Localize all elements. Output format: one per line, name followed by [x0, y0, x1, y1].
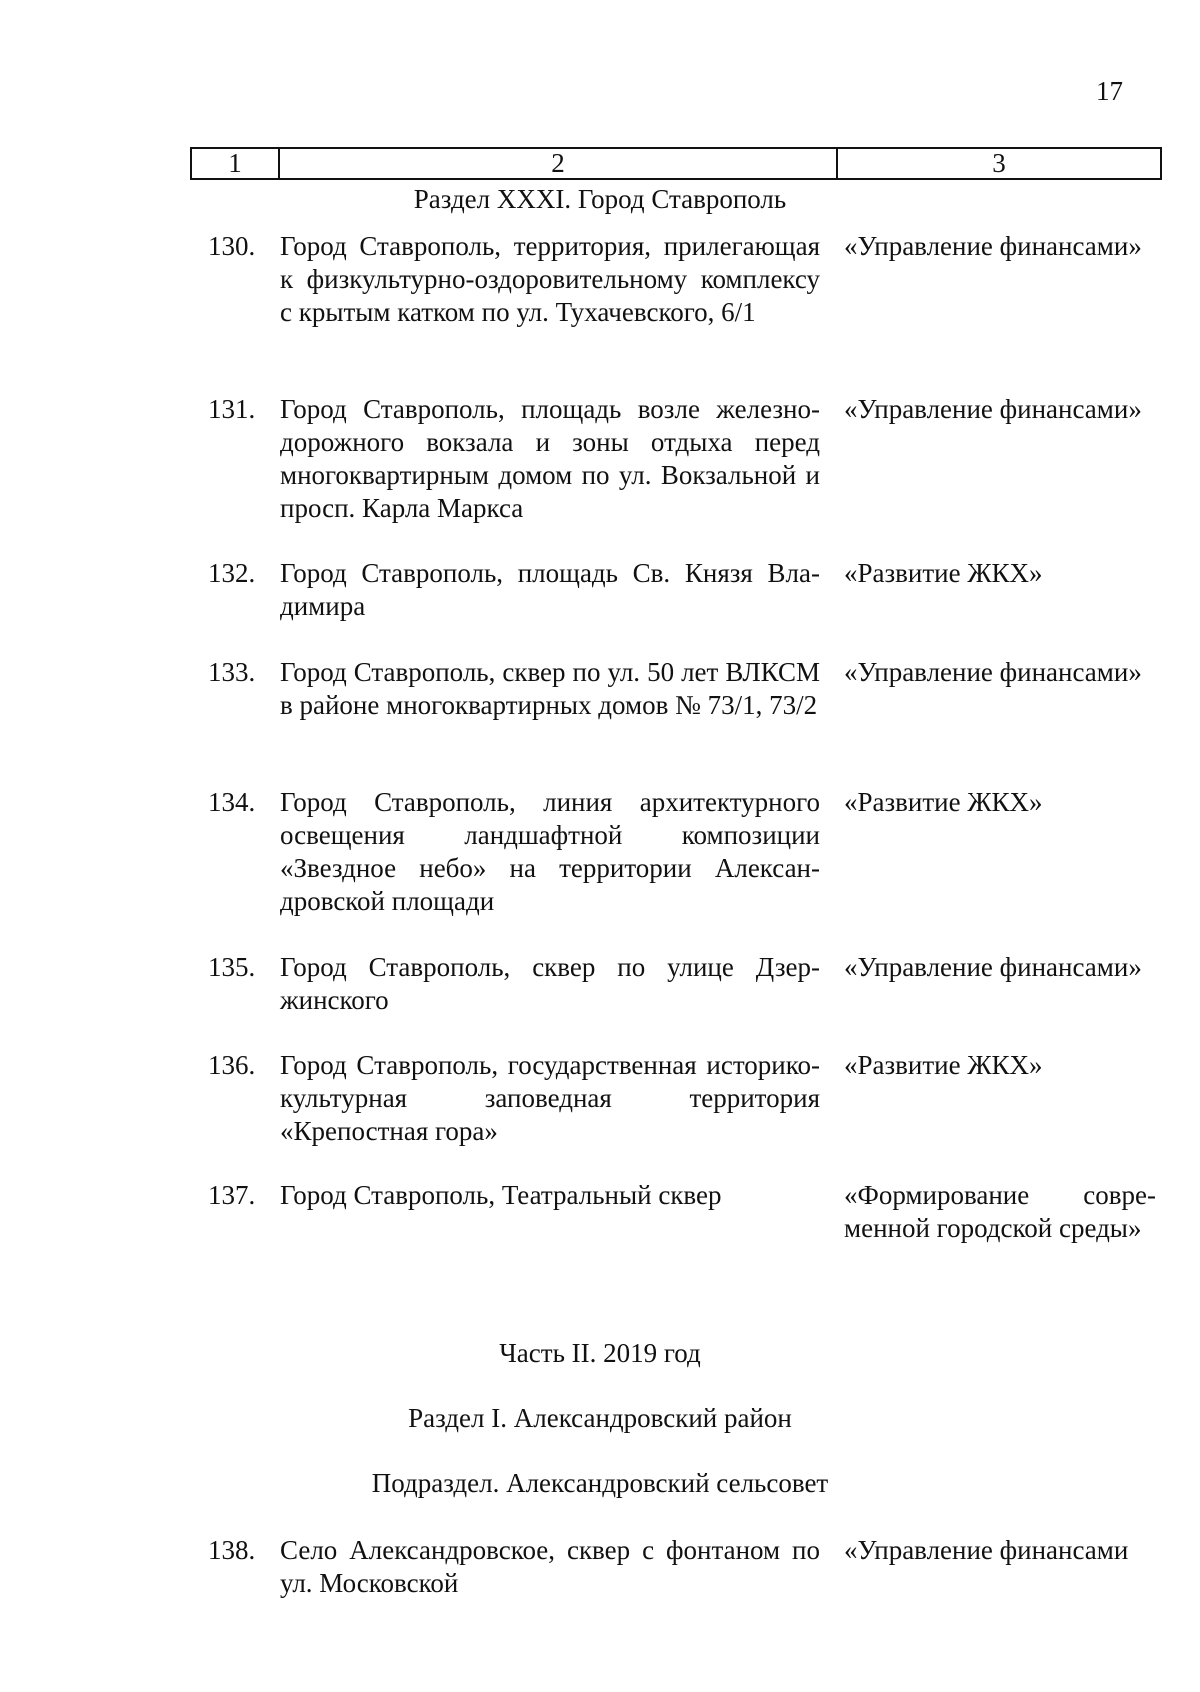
entry-description: Город Ставрополь, линия архитектурного освещения ландшафтной композиции «Звездное небо» на территории Александровской площади [280, 787, 820, 916]
entry-program: «Управление финансами [844, 1535, 1129, 1565]
entry-number: 136. [208, 1050, 256, 1080]
entry-program: «Управление финансами» [844, 231, 1142, 261]
entry-number: 131. [208, 394, 256, 424]
entry-number: 135. [208, 952, 256, 982]
entry-description: Город Ставрополь, сквер по улице Дзержинского [280, 952, 820, 1015]
entry-description: Город Ставрополь, площадь Св. Князя Владимира [280, 558, 820, 621]
section-title: Раздел I. Александровский район [408, 1403, 792, 1433]
table-header-col3: 3 [992, 148, 1006, 178]
entry-program: «Управление финансами» [844, 394, 1142, 424]
part-title: Часть II. 2019 год [499, 1338, 701, 1368]
entry-number: 138. [208, 1535, 256, 1565]
entry-program: «Управление финансами» [844, 952, 1142, 982]
entry-description: Село Александровское, сквер с фонтаном по ул. Московской [280, 1535, 820, 1598]
entry-description: Город Ставрополь, территория, прилегающая к физкультурно-оздоровительному комплексу с крытым катком по ул. Тухачевского, 6/1 [280, 231, 820, 327]
entry-program: «Развитие ЖКХ» [844, 558, 1043, 588]
entry-number: 137. [208, 1180, 256, 1210]
table-header-col1: 1 [192, 149, 280, 178]
table-header-row [190, 147, 1162, 180]
entry-number: 130. [208, 231, 256, 261]
section-title: Раздел XXXI. Город Ставрополь [413, 184, 787, 214]
entry-program: «Формирование современной городской среды» [844, 1180, 1156, 1243]
entry-description: Город Ставрополь, Театральный сквер [280, 1180, 722, 1210]
page-number: 17 [1096, 76, 1123, 106]
entry-description: Город Ставрополь, государственная историко-культурная заповедная территория «Крепостная гора» [280, 1050, 820, 1146]
subsection-title: Подраздел. Александровский сельсовет [371, 1468, 829, 1498]
table-header-col2: 2 [280, 149, 838, 178]
entry-number: 134. [208, 787, 256, 817]
entry-program: «Управление финансами» [844, 657, 1142, 687]
entry-number: 132. [208, 558, 256, 588]
entry-program: «Развитие ЖКХ» [844, 1050, 1043, 1080]
entry-program: «Развитие ЖКХ» [844, 787, 1043, 817]
entry-description: Город Ставрополь, сквер по ул. 50 лет ВЛКСМ в районе многоквартирных домов № 73/1, 73/2 [280, 657, 820, 720]
entry-number: 133. [208, 657, 256, 687]
entry-description: Город Ставрополь, площадь возле железнодорожного вокзала и зоны отдыха перед многоквартирным домом по ул. Вокзальной и просп. Карла Маркса [280, 394, 820, 523]
